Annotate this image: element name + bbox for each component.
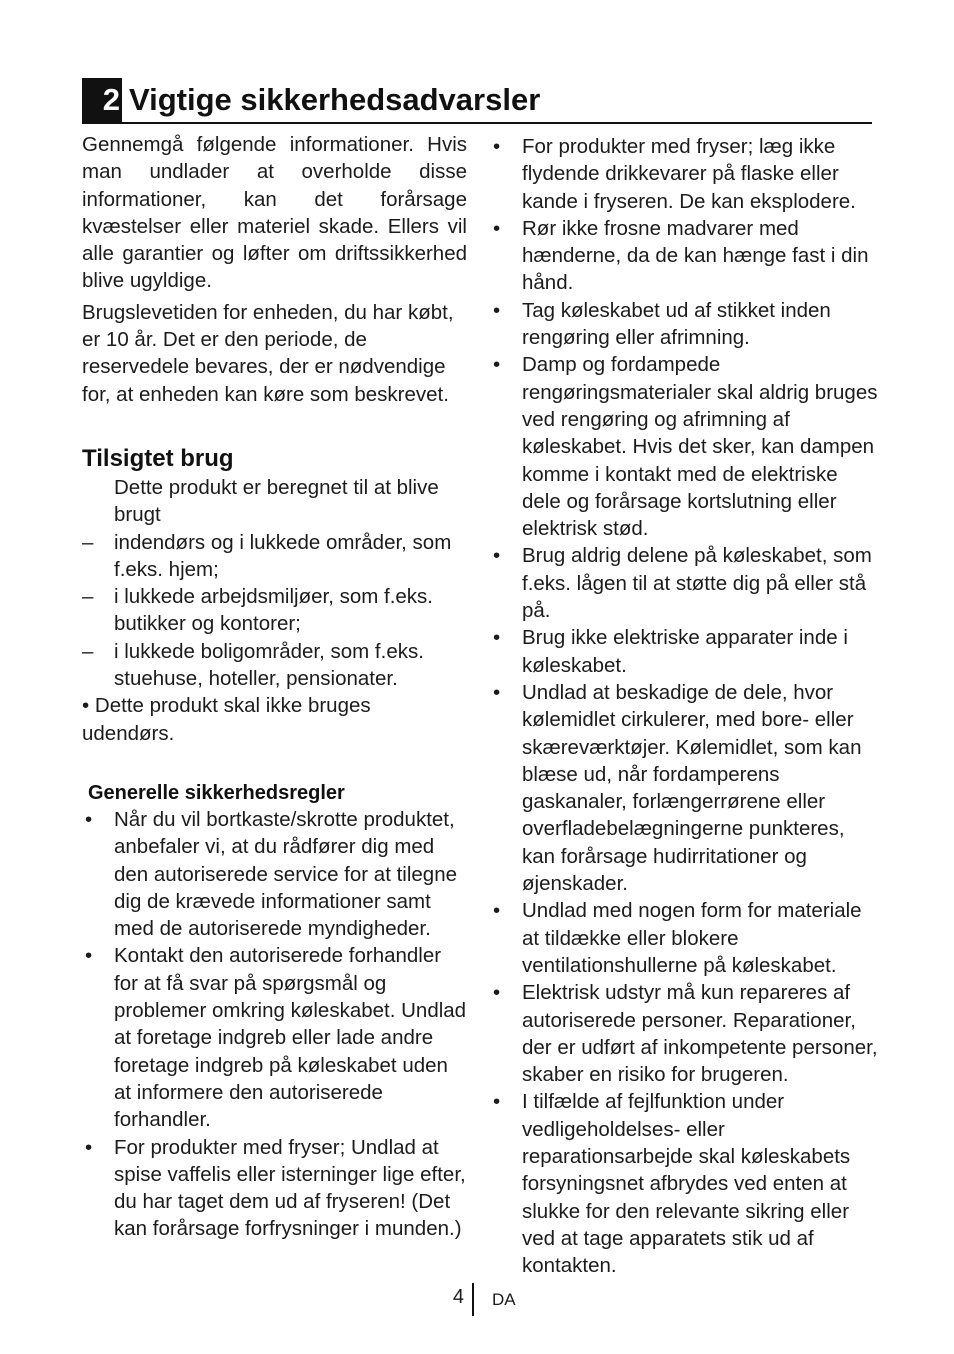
bullet-marker: • [85, 1135, 93, 1159]
list-item: • Tag køleskabet ud af stikket inden rengøring eller afrimning. [493, 298, 831, 350]
list-item: • Undlad at beskadige de dele, hvor kølemidlet cirkulerer, med bore- eller skæreværktøjer. Kølemidlet, som kan blæse ud, når fordamperens gaskanaler, forlængerrørene eller overfladebelægningerne punkteres, kan forårsage hudirritationer og øjenskader. [493, 680, 862, 896]
language-code: DA [492, 1290, 516, 1309]
intended-use-list [82, 529, 467, 693]
intended-use-lead: Dette produkt er beregnet til at blive brugt [114, 475, 439, 527]
dash-marker: – [82, 639, 94, 663]
chapter-number-badge: 2 [82, 78, 122, 122]
list-item: • Brug ikke elektriske apparater inde i køleskabet. [493, 626, 848, 677]
bullet-marker: • [493, 1090, 501, 1114]
bullet-marker: • [493, 135, 501, 158]
bullet-marker: • [85, 807, 93, 831]
dash-marker: – [82, 530, 94, 554]
lifetime-paragraph: Brugslevetiden for enheden, du har købt, er 10 år. Det er den periode, de reservedele bevares, der er nødvendige for, at enheden kan køre som beskrevet. [82, 300, 454, 406]
list-item: • Damp og fordampede rengøringsmaterialer skal aldrig bruges ved rengøring og afrimning af køleskabet. Hvis det sker, kan dampen komme i kontakt med de elektriske dele og forårsage kortslutning eller elektrisk stød. [493, 353, 878, 541]
safety-list [490, 133, 880, 1279]
general-rules-list [82, 806, 467, 1243]
bullet-marker: • [493, 544, 501, 568]
list-item: • I tilfælde af fejlfunktion under vedligeholdelses- eller reparationsarbejde skal køleskabets forsyningsnet afbrydes ved enten at slukke for den relevante sikring eller ved at tage apparatets stik ud af kontakten. [493, 1090, 851, 1278]
outdoor-note: • Dette produkt skal ikke bruges udendørs. [82, 694, 371, 745]
bullet-marker: • [493, 899, 501, 923]
intended-use-heading: Tilsigtet brug [82, 444, 234, 472]
list-item: – i lukkede arbejdsmiljøer, som f.eks. butikker og kontorer; [82, 585, 434, 636]
general-rules-heading: Generelle sikkerhedsregler [88, 781, 345, 804]
chapter-header [82, 78, 872, 124]
page-number: 4 [452, 1286, 464, 1308]
bullet-marker: • [493, 216, 501, 240]
page-title: Vigtige sikkerhedsadvarsler [129, 82, 541, 117]
bullet-marker: • [82, 694, 90, 718]
list-item: • For produkter med fryser; læg ikke flydende drikkevarer på flaske eller kande i fryseren. De kan eksplodere. [493, 135, 856, 213]
page-footer [0, 1283, 954, 1319]
list-item: • Kontakt den autoriserede forhandler for at få svar på spørgsmål og problemer omkring køleskabet. Undlad at foretage indgreb eller lade andre foretage indgreb på køleskabet uden at informere den autoriserede forhandler. [85, 944, 467, 1132]
bullet-marker: • [493, 680, 501, 704]
header-rule [82, 122, 872, 124]
bullet-marker: • [85, 944, 93, 968]
list-item: – i lukkede boligområder, som f.eks. stuehuse, hoteller, pensionater. [82, 639, 424, 691]
bullet-marker: • [493, 353, 501, 377]
right-column [490, 133, 880, 1279]
bullet-marker: • [493, 298, 501, 322]
left-column [82, 131, 467, 1243]
footer-divider [472, 1283, 474, 1316]
list-item: • Rør ikke frosne madvarer med hænderne, da de kan hænge fast i din hånd. [493, 216, 869, 295]
dash-marker: – [82, 585, 94, 609]
bullet-marker: • [493, 981, 501, 1005]
intro-paragraph: Gennemgå følgende informationer. Hvis man undlader at overholde disse informationer, kan det forårsage kvæstelser eller materiel skade. Ellers vil alle garantier og løfter om driftssikkerhed blive ugyldige. [82, 133, 467, 293]
list-item: • For produkter med fryser; Undlad at spise vaffelis eller isterninger lige efter, du har taget dem ud af fryseren! (Det kan forårsage forfrysninger i munden.) [85, 1135, 466, 1241]
list-item: – indendørs og i lukkede områder, som f.eks. hjem; [82, 530, 452, 581]
list-item: • Brug aldrig delene på køleskabet, som f.eks. lågen til at støtte dig på eller stå på. [493, 544, 872, 623]
bullet-marker: • [493, 626, 501, 650]
list-item: • Undlad med nogen form for materiale at tildække eller blokere ventilationshullerne på køleskabet. [493, 899, 862, 977]
list-item: • Når du vil bortkaste/skrotte produktet, anbefaler vi, at du rådfører dig med den autoriserede service for at tilegne dig de krævede informationer samt med de autoriserede myndigheder. [85, 807, 458, 941]
list-item: • Elektrisk udstyr må kun repareres af autoriserede personer. Reparationer, der er udført af inkompetente personer, skaber en risiko for brugeren. [493, 981, 878, 1087]
